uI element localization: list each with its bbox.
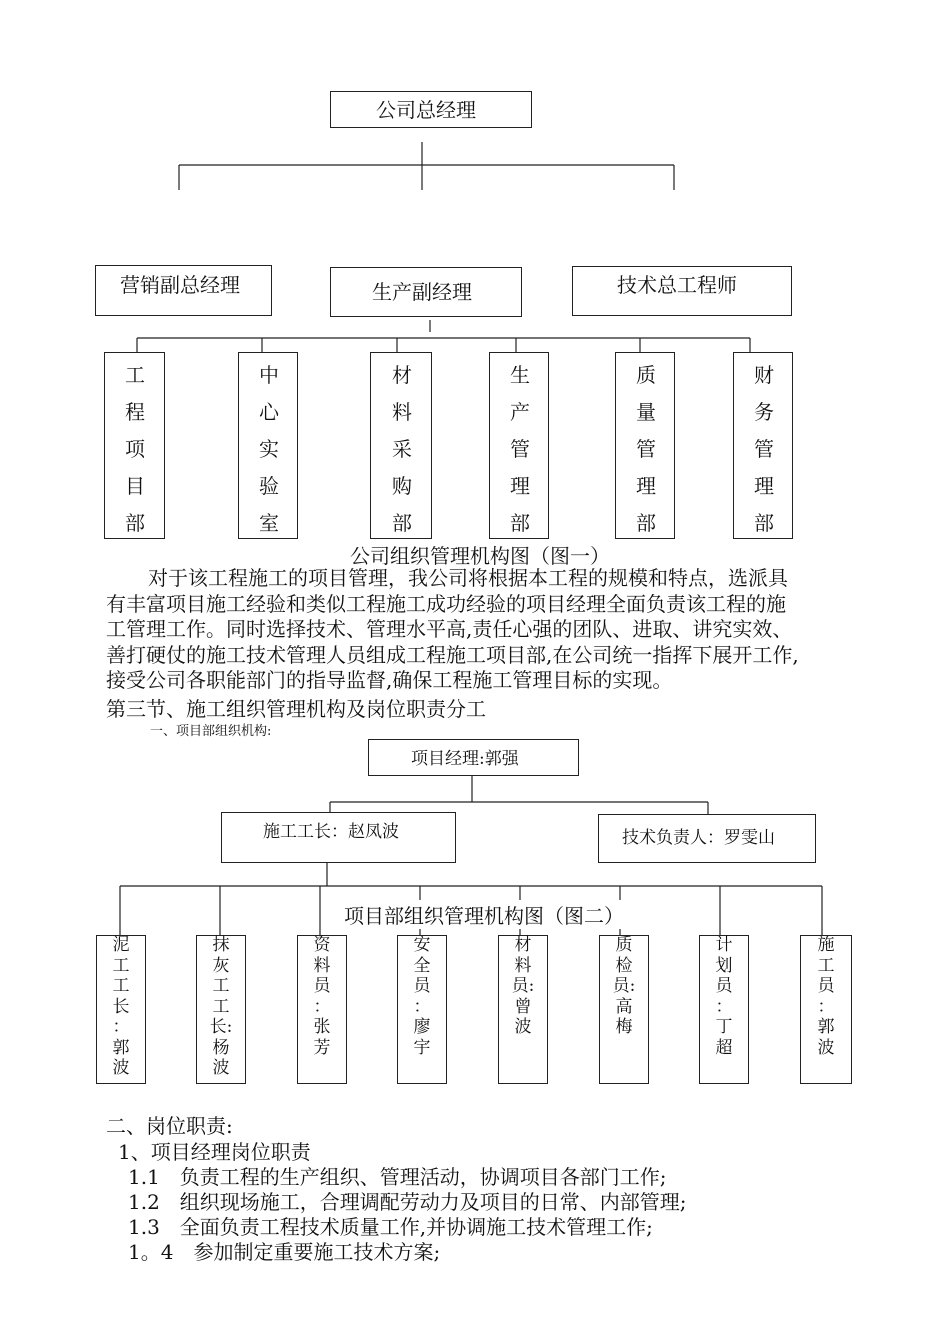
chart1-caption: 公司组织管理机构图（图一）: [350, 544, 610, 568]
duty-item: 1.3 全面负责工程技术质量工作,并协调施工技术管理工作;: [128, 1215, 653, 1239]
project-manager-box: [368, 739, 579, 776]
dept-label: 中心实验室: [259, 363, 279, 535]
vp-production-box: [330, 267, 522, 317]
section-title: 第三节、施工组织管理机构及岗位职责分工: [106, 697, 486, 721]
staff-box: [397, 935, 447, 1084]
staff-label: 抹 灰 工 工 长: 杨 波: [209, 935, 233, 1078]
dept-label: 质量管理部: [636, 363, 656, 535]
staff-label: 施 工 员 ： 郭 波: [817, 935, 835, 1058]
dept-box: [238, 352, 298, 539]
duties-subheading: 1、项目经理岗位职责: [118, 1140, 311, 1164]
intro-line: 善打硬仗的施工技术管理人员组成工程施工项目部,在公司统一指挥下展开工作,: [106, 642, 799, 667]
staff-box: [196, 935, 246, 1084]
staff-box: [498, 935, 548, 1084]
foreman-box: [221, 812, 456, 863]
staff-box: [599, 935, 649, 1084]
staff-label: 资 料 员 ： 张 芳: [313, 935, 331, 1058]
staff-label: 安 全 员 ： 廖 宇: [413, 935, 431, 1058]
dept-box: [104, 352, 165, 539]
dept-label: 财务管理部: [754, 363, 774, 535]
intro-line: 有丰富项目施工经验和类似工程施工成功经验的项目经理全面负责该工程的施: [106, 591, 786, 616]
vp-marketing-label: 营销副总经理: [120, 273, 240, 297]
dept-label: 材料采购部: [392, 363, 412, 535]
tech-lead-label: 技术负责人：罗雯山: [622, 828, 775, 848]
tech-lead-box: [598, 814, 816, 863]
dept-label: 工程项目部: [125, 363, 145, 535]
dept-box: [615, 352, 675, 539]
ceo-box: [330, 91, 532, 128]
dept-box: [489, 352, 549, 539]
duties-heading: 二、岗位职责:: [106, 1114, 233, 1138]
foreman-label: 施工工长：赵凤波: [263, 822, 399, 842]
vp-marketing-box: [95, 265, 272, 316]
chief-engineer-label: 技术总工程师: [617, 273, 737, 297]
dept-box: [733, 352, 793, 539]
dept-label: 生产管理部: [510, 363, 530, 535]
staff-label: 计 划 员 ： 丁 超: [715, 935, 733, 1058]
intro-paragraph: [106, 566, 906, 694]
staff-label: 质 检 员: 高 梅: [612, 935, 636, 1037]
staff-label: 材 料 员: 曾 波: [511, 935, 535, 1037]
chart2-caption: 项目部组织管理机构图（图二）: [344, 900, 624, 929]
staff-box: [800, 935, 852, 1084]
duty-item: 1。4 参加制定重要施工技术方案;: [128, 1240, 441, 1264]
ceo-label: 公司总经理: [376, 98, 476, 122]
intro-line: 工管理工作。同时选择技术、管理水平高,责任心强的团队、进取、讲究实效、: [106, 617, 793, 641]
vp-production-label: 生产副经理: [372, 280, 472, 304]
duty-item: 1.1 负责工程的生产组织、管理活动，协调项目各部门工作;: [128, 1165, 667, 1189]
staff-box: [297, 935, 347, 1084]
staff-label: 泥 工 工 长 ： 郭 波: [112, 935, 130, 1078]
project-manager-label: 项目经理:郭强: [411, 749, 519, 769]
intro-line: 对于该工程施工的项目管理，我公司将根据本工程的规模和特点，选派具: [148, 566, 788, 590]
dept-box: [370, 352, 432, 539]
intro-line: 接受公司各职能部门的指导监督,确保工程施工管理目标的实现。: [106, 668, 673, 692]
chief-engineer-box: [572, 266, 792, 316]
duty-item: 1.2 组织现场施工，合理调配劳动力及项目的日常、内部管理;: [128, 1190, 687, 1214]
staff-box: [699, 935, 749, 1084]
staff-box: [96, 935, 146, 1084]
subsection-title: 一、项目部组织机构:: [150, 724, 272, 739]
